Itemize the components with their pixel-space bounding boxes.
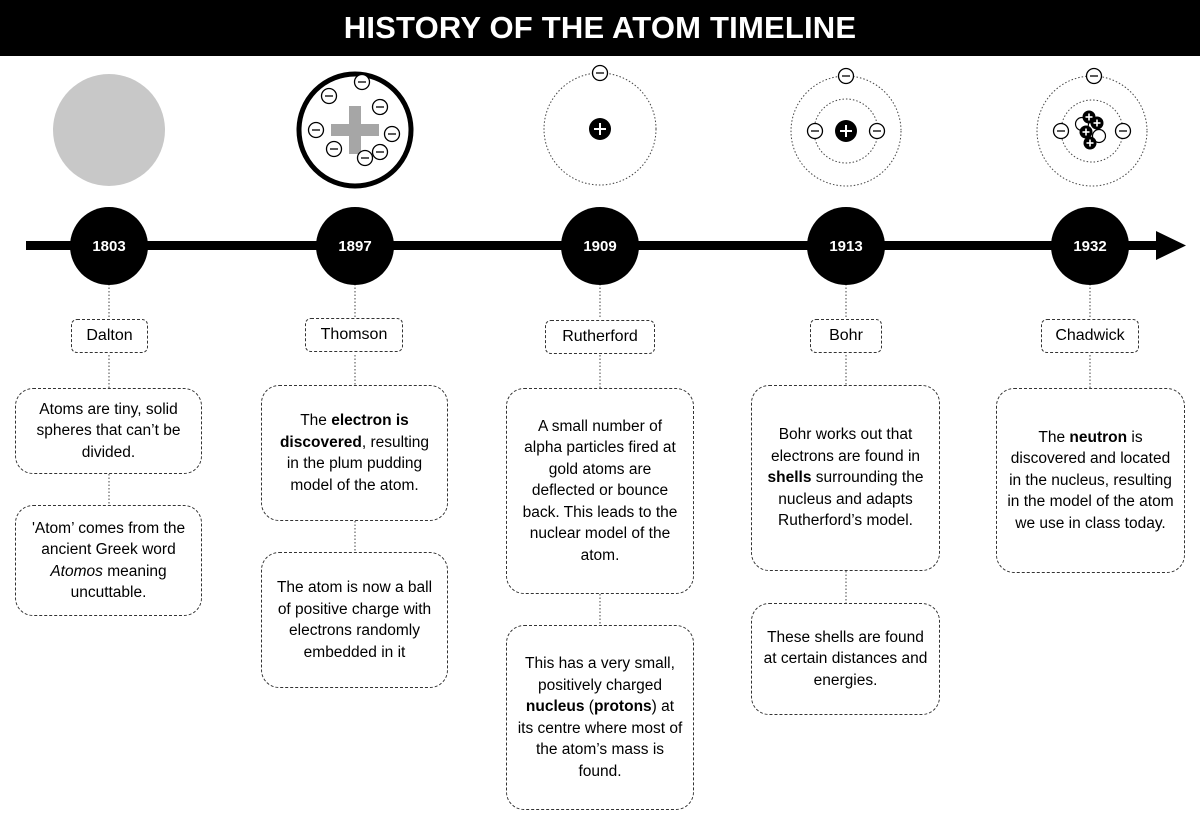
rutherford-description: A small number of alpha particles fired at gold atoms are deflected or bounce back. This leads to the nuclear model of the atom. xyxy=(506,388,694,594)
year-node-1909: 1909 xyxy=(561,207,639,285)
bohr-shells-note: These shells are found at certain distances and energies. xyxy=(751,603,940,715)
nuclear-model-icon xyxy=(544,66,656,186)
thomson-description: The electron is discovered, resulting in the plum pudding model of the atom. xyxy=(261,385,448,521)
scientist-label-chadwick: Chadwick xyxy=(1041,319,1139,353)
dalton-description: Atoms are tiny, solid spheres that can’t be divided. xyxy=(15,388,202,474)
scientist-label-dalton: Dalton xyxy=(71,319,148,353)
page-title: HISTORY OF THE ATOM TIMELINE xyxy=(0,0,1200,56)
year-node-1897: 1897 xyxy=(316,207,394,285)
year-node-1803: 1803 xyxy=(70,207,148,285)
scientist-label-bohr: Bohr xyxy=(810,319,882,353)
bohr-description: Bohr works out that electrons are found in shells surrounding the nucleus and adapts Rutherford’s model. xyxy=(751,385,940,571)
thomson-model-note: The atom is now a ball of positive charge with electrons randomly embedded in it xyxy=(261,552,448,688)
year-node-1932: 1932 xyxy=(1051,207,1129,285)
chadwick-description: The neutron is discovered and located in the nucleus, resulting in the model of the atom we use in class today. xyxy=(996,388,1185,573)
plum-pudding-icon xyxy=(299,74,411,186)
shell-model-icon xyxy=(791,69,901,187)
scientist-label-thomson: Thomson xyxy=(305,318,403,352)
dalton-sphere-icon xyxy=(53,74,165,186)
scientist-label-rutherford: Rutherford xyxy=(545,320,655,354)
year-node-1913: 1913 xyxy=(807,207,885,285)
rutherford-nucleus-note: This has a very small, positively charged nucleus (protons) at its centre where most of the atom’s mass is found. xyxy=(506,625,694,810)
dalton-etymology-note: 'Atom’ comes from the ancient Greek word Atomos meaning uncuttable. xyxy=(15,505,202,616)
neutron-model-icon xyxy=(1037,69,1147,187)
